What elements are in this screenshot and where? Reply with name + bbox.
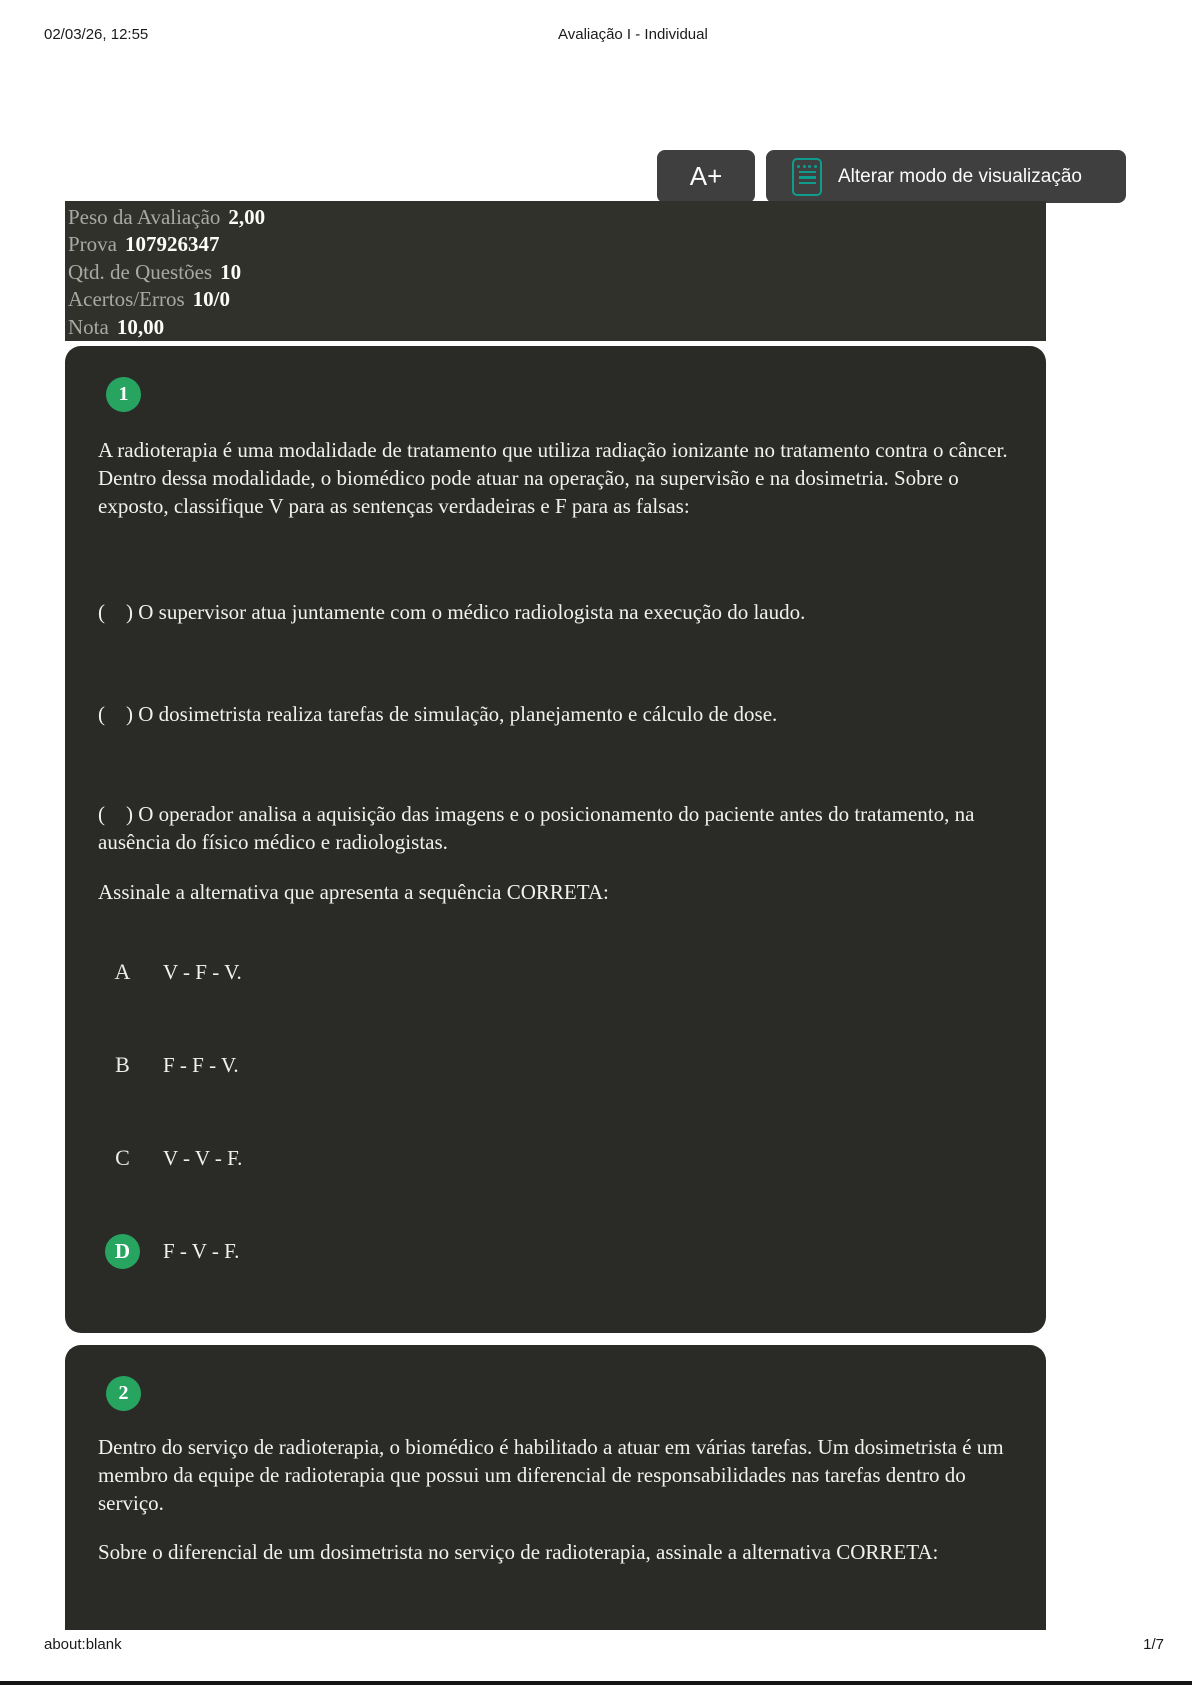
summary-label: Qtd. de Questões — [68, 259, 213, 284]
question-card-1 — [65, 346, 1046, 1333]
question-text: Dentro do serviço de radioterapia, o biomédico é habilitado a atuar em várias tarefas. Um dosimetrista é um membro da equipe de radioterapia que possui um diferencial de responsabilidades nas tarefas dentro do serviço. — [98, 1435, 1009, 1515]
print-timestamp: 02/03/26, 12:55 — [44, 26, 149, 43]
question-card-2 — [65, 1345, 1046, 1630]
document-title: Avaliação I - Individual — [558, 26, 708, 43]
summary-label: Acertos/Erros — [68, 287, 185, 312]
summary-value: 10/0 — [192, 287, 230, 312]
summary-value: 107926347 — [125, 232, 220, 257]
option-letter: C — [115, 1145, 130, 1170]
question-number-badge: 2 — [106, 1376, 141, 1411]
summary-label: Prova — [68, 232, 117, 257]
option-text: V - F - V. — [163, 959, 242, 984]
statement-2: ( ) O dosimetrista realiza tarefas de simulação, planejamento e cálculo de dose. — [98, 702, 778, 726]
summary-row-peso — [68, 204, 1046, 231]
view-mode-button-label: Alterar modo de visualização — [838, 165, 1082, 187]
option-c[interactable] — [105, 1140, 242, 1176]
reader-mode-icon — [792, 158, 822, 196]
font-size-button[interactable]: A+ — [657, 150, 755, 203]
option-letter-selected-badge: D — [105, 1234, 140, 1269]
summary-value: 10,00 — [116, 314, 165, 339]
summary-row-nota — [68, 314, 1046, 341]
option-text: V - V - F. — [163, 1145, 243, 1170]
option-b[interactable] — [105, 1047, 239, 1083]
option-letter: B — [115, 1052, 130, 1077]
question-text: A radioterapia é uma modalidade de tratamento que utiliza radiação ionizante no tratamento contra o câncer. Dentro dessa modalidade, o biomédico pode atuar na operação, na supervisão e na dosimetria. Sobre o exposto, classifique V para as sentenças verdadeiras e F para as falsas: — [98, 438, 1013, 518]
question-prompt: Assinale a alternativa que apresenta a sequência CORRETA: — [98, 880, 609, 904]
question-number-badge: 1 — [106, 377, 141, 412]
statement-1: ( ) O supervisor atua juntamente com o médico radiologista na execução do laudo. — [98, 600, 806, 624]
print-footer-url: about:blank — [44, 1636, 122, 1653]
summary-value: 2,00 — [228, 205, 266, 229]
evaluation-summary-box — [65, 201, 1046, 341]
option-text: F - V - F. — [163, 1238, 240, 1263]
option-text: F - F - V. — [163, 1052, 239, 1077]
summary-label: Peso da Avaliação — [68, 205, 221, 229]
view-mode-button[interactable] — [766, 150, 1126, 203]
summary-row-prova — [68, 231, 1046, 258]
summary-row-questoes — [68, 259, 1046, 286]
option-letter: A — [114, 959, 131, 984]
print-footer-page-indicator: 1/7 — [1143, 1636, 1164, 1653]
summary-value: 10 — [220, 259, 242, 284]
option-a[interactable] — [105, 954, 242, 990]
question-prompt: Sobre o diferencial de um dosimetrista no serviço de radioterapia, assinale a alternativa CORRETA: — [98, 1540, 939, 1564]
summary-label: Nota — [68, 314, 109, 339]
page-break-divider — [0, 1681, 1192, 1685]
option-d-selected[interactable] — [105, 1233, 239, 1269]
summary-row-acertos — [68, 286, 1046, 313]
statement-3: ( ) O operador analisa a aquisição das imagens e o posicionamento do paciente antes do tratamento, na ausência do físico médico e radiologistas. — [98, 802, 980, 854]
